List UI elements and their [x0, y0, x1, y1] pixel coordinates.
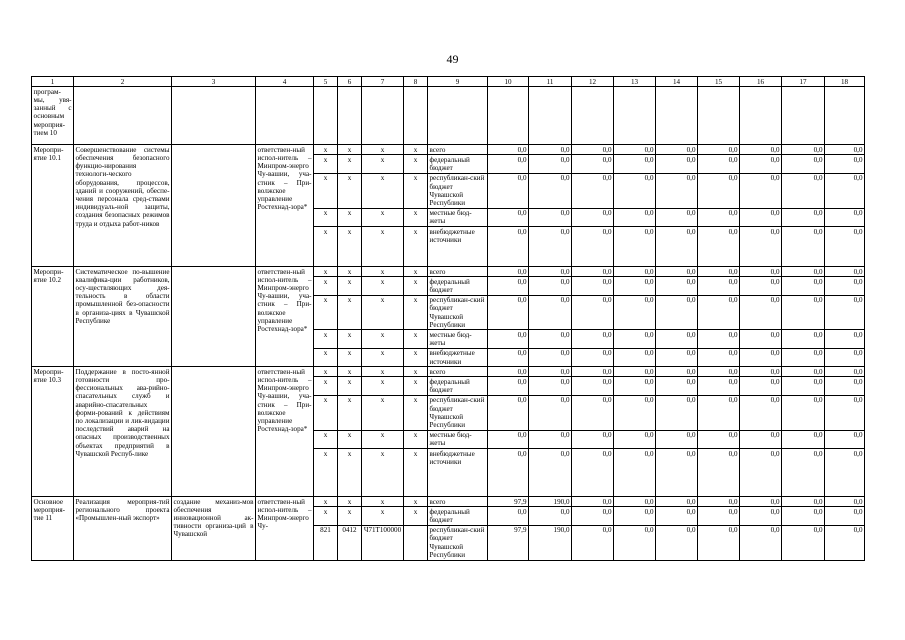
- table-cell: 0,0: [740, 267, 782, 277]
- table-cell: 0,0: [656, 227, 698, 267]
- table-cell: 0,0: [656, 145, 698, 155]
- table-cell: 0,0: [572, 267, 614, 277]
- table-cell: x: [404, 295, 428, 330]
- table-cell: 0,0: [740, 227, 782, 267]
- measure-label: Меропри-ятие 10.3: [32, 367, 74, 497]
- table-cell: x: [362, 449, 404, 497]
- table-row: [32, 497, 865, 507]
- table-cell: 0,0: [572, 208, 614, 226]
- table-cell: 0,0: [740, 173, 782, 208]
- table-cell: 0,0: [614, 267, 656, 277]
- table-cell: 97,9: [488, 525, 529, 560]
- table-cell: 0,0: [698, 377, 740, 395]
- table-cell: 0,0: [825, 155, 865, 173]
- table-cell: x: [362, 155, 404, 173]
- program-table: [31, 76, 865, 561]
- table-cell: 0,0: [656, 277, 698, 295]
- measure-label: Меропри-ятие 10.1: [32, 145, 74, 267]
- table-cell: 0,0: [825, 449, 865, 497]
- table-cell: x: [314, 208, 338, 226]
- table-cell: 0,0: [740, 145, 782, 155]
- table-cell: 0,0: [614, 295, 656, 330]
- table-cell: 97,9: [488, 497, 529, 507]
- table-cell: x: [362, 145, 404, 155]
- table-cell: 0,0: [698, 145, 740, 155]
- table-cell: x: [338, 449, 362, 497]
- table-cell: x: [362, 507, 404, 525]
- table-cell: 0,0: [529, 208, 572, 226]
- table-cell: 0,0: [782, 395, 825, 430]
- table-cell: 0,0: [782, 525, 825, 560]
- table-cell: 0,0: [825, 295, 865, 330]
- table-cell: 0,0: [740, 449, 782, 497]
- table-cell: 0,0: [656, 497, 698, 507]
- table-cell: x: [338, 367, 362, 377]
- table-cell: x: [362, 367, 404, 377]
- table-cell: 0,0: [825, 525, 865, 560]
- table-cell: x: [314, 267, 338, 277]
- table-cell: x: [338, 267, 362, 277]
- csr-code: Ч71Т100000: [362, 525, 404, 560]
- table-cell: x: [362, 348, 404, 366]
- table-cell: 0,0: [488, 173, 529, 208]
- table-cell: 0,0: [488, 395, 529, 430]
- table-cell: 0,0: [488, 449, 529, 497]
- table-cell: x: [362, 430, 404, 448]
- table-cell: 0,0: [488, 430, 529, 448]
- table-cell: 0,0: [572, 395, 614, 430]
- table-cell: 0,0: [782, 145, 825, 155]
- table-cell: x: [314, 277, 338, 295]
- table-cell: 0,0: [572, 145, 614, 155]
- table-cell: x: [404, 330, 428, 348]
- measure-goal: [172, 145, 256, 267]
- table-cell: x: [362, 208, 404, 226]
- table-cell: x: [362, 227, 404, 267]
- table-cell: 0,0: [656, 155, 698, 173]
- table-cell: 0,0: [782, 155, 825, 173]
- table-cell: 0,0: [529, 430, 572, 448]
- table-cell: x: [338, 330, 362, 348]
- table-cell: 0,0: [614, 330, 656, 348]
- grbs-code: 821: [314, 525, 338, 560]
- table-cell: x: [404, 267, 428, 277]
- funding-source: всего: [428, 367, 488, 377]
- funding-source: республикан-ский бюджет Чувашской Республики: [428, 295, 488, 330]
- table-cell: 0,0: [529, 173, 572, 208]
- table-cell: 0,0: [656, 295, 698, 330]
- col-header: 6: [338, 77, 362, 87]
- table-cell: 0,0: [488, 348, 529, 366]
- table-cell: x: [362, 395, 404, 430]
- table-cell: 0,0: [572, 430, 614, 448]
- table-cell: 0,0: [572, 507, 614, 525]
- table-cell: 0,0: [614, 277, 656, 295]
- table-cell: 0,0: [825, 497, 865, 507]
- table-cell: x: [404, 507, 428, 525]
- table-cell: 0,0: [529, 330, 572, 348]
- table-cell: 0,0: [740, 507, 782, 525]
- table-cell: 0,0: [572, 449, 614, 497]
- table-cell: 0,0: [572, 497, 614, 507]
- col-header: 7: [362, 77, 404, 87]
- col-header: 5: [314, 77, 338, 87]
- table-cell: 0,0: [614, 395, 656, 430]
- page-number: 49: [446, 52, 459, 66]
- table-cell: 0,0: [698, 173, 740, 208]
- table-cell: 0,0: [698, 277, 740, 295]
- table-cell: 0,0: [572, 367, 614, 377]
- table-cell: 0,0: [825, 507, 865, 525]
- table-cell: x: [404, 155, 428, 173]
- table-cell: x: [314, 173, 338, 208]
- table-cell: x: [314, 295, 338, 330]
- table-cell: x: [338, 430, 362, 448]
- table-cell: 0,0: [740, 155, 782, 173]
- col-header: 4: [256, 77, 314, 87]
- table-cell: 0,0: [656, 449, 698, 497]
- measure-description: Поддержание в посто-янной готовности про-фессиональных ава-рийно-спасательных служб и аварийно-спасательных форми-рований к действиям по локализации и лик-видации последствий аварий на опасных производственных объектах предприятий в Чувашской Респуб-лике: [74, 367, 172, 497]
- table-cell: x: [314, 330, 338, 348]
- funding-source: всего: [428, 497, 488, 507]
- table-cell: 0,0: [614, 173, 656, 208]
- funding-source: федеральный бюджет: [428, 277, 488, 295]
- table-cell: 0,0: [572, 155, 614, 173]
- continuation-row: [32, 87, 865, 145]
- col-header: 11: [529, 77, 572, 87]
- table-cell: 0,0: [782, 367, 825, 377]
- table-cell: 0,0: [572, 525, 614, 560]
- table-cell: x: [314, 155, 338, 173]
- table-cell: 0,0: [529, 277, 572, 295]
- table-cell: 0,0: [488, 295, 529, 330]
- table-cell: x: [314, 367, 338, 377]
- table-cell: 0,0: [488, 367, 529, 377]
- table-cell: 0,0: [529, 348, 572, 366]
- table-cell: 0,0: [488, 330, 529, 348]
- measure-description: Реализация мероприя-тий регионального проекта «Промышлен-ный экспорт»: [74, 497, 172, 560]
- table-cell: 0,0: [656, 348, 698, 366]
- table-cell: x: [362, 295, 404, 330]
- table-cell: 0,0: [698, 295, 740, 330]
- table-cell: 0,0: [656, 507, 698, 525]
- table-cell: x: [338, 145, 362, 155]
- table-cell: x: [404, 208, 428, 226]
- table-cell: x: [314, 497, 338, 507]
- table-cell: 0,0: [740, 348, 782, 366]
- table-cell: x: [338, 497, 362, 507]
- table-cell: x: [338, 507, 362, 525]
- table-cell: 0,0: [614, 377, 656, 395]
- table-cell: 0,0: [698, 395, 740, 430]
- table-cell: 0,0: [614, 497, 656, 507]
- funding-source: всего: [428, 145, 488, 155]
- table-cell: 0,0: [825, 367, 865, 377]
- table-cell: x: [404, 173, 428, 208]
- table-cell: 0,0: [656, 395, 698, 430]
- table-cell: x: [338, 348, 362, 366]
- table-cell: 0,0: [740, 430, 782, 448]
- table-cell: 0,0: [782, 208, 825, 226]
- table-cell: 0,0: [529, 155, 572, 173]
- table-cell: 0,0: [614, 430, 656, 448]
- table-cell: x: [404, 277, 428, 295]
- table-cell: 0,0: [656, 525, 698, 560]
- table-cell: x: [338, 173, 362, 208]
- table-cell: 0,0: [698, 267, 740, 277]
- table-cell: 0,0: [656, 173, 698, 208]
- col-header: 2: [74, 77, 172, 87]
- funding-source: федеральный бюджет: [428, 377, 488, 395]
- measure-description: Совершенствование системы обеспечения безопасного функцио-нирования технологи-ческого оборудования, процессов, зданий и сооружений, обеспе-чения персонала сред-ствами индивидуаль-ной защиты, создания безопасных режимов труда и отдыха работ-ников: [74, 145, 172, 267]
- col-header: 16: [740, 77, 782, 87]
- table-cell: 0,0: [488, 377, 529, 395]
- table-cell: x: [314, 377, 338, 395]
- table-cell: 0,0: [614, 227, 656, 267]
- measure-label: Основное мероприя-тие 11: [32, 497, 74, 560]
- table-cell: 0,0: [488, 277, 529, 295]
- table-cell: 0,0: [529, 377, 572, 395]
- table-cell: 0,0: [825, 145, 865, 155]
- funding-source: республикан-ский бюджет Чувашской Республики: [428, 395, 488, 430]
- table-cell: 0,0: [698, 367, 740, 377]
- table-cell: 0,0: [614, 145, 656, 155]
- table-cell: 0,0: [782, 449, 825, 497]
- column-number-row: [32, 77, 865, 87]
- table-cell: 0,0: [825, 430, 865, 448]
- measure-responsible: ответствен-ный испол-нитель – Минпром-энерго Чу-вашии, уча-стник – При-волжское управление Ростехнад-зора*: [256, 145, 314, 267]
- measure-responsible: ответствен-ный испол-нитель – Минпром-энерго Чу-: [256, 497, 314, 560]
- table-cell: 0,0: [529, 227, 572, 267]
- table-cell: 0,0: [656, 377, 698, 395]
- table-cell: 0,0: [614, 449, 656, 497]
- table-cell: x: [362, 330, 404, 348]
- table-cell: x: [404, 227, 428, 267]
- col-header: 12: [572, 77, 614, 87]
- col-header: 18: [825, 77, 865, 87]
- measure-label: Меропри-ятие 10.2: [32, 267, 74, 367]
- table-cell: x: [404, 449, 428, 497]
- funding-source: внебюджетные источники: [428, 348, 488, 366]
- table-cell: x: [404, 348, 428, 366]
- table-cell: 0,0: [698, 227, 740, 267]
- table-cell: 0,0: [572, 277, 614, 295]
- table-cell: 0,0: [825, 208, 865, 226]
- table-cell: 0,0: [825, 267, 865, 277]
- table-cell: 0,0: [825, 330, 865, 348]
- table-cell: 0,0: [614, 155, 656, 173]
- col-header: 10: [488, 77, 529, 87]
- table-cell: 0,0: [740, 367, 782, 377]
- table-cell: x: [338, 377, 362, 395]
- table-cell: x: [314, 227, 338, 267]
- table-row: [32, 367, 865, 377]
- funding-source: внебюджетные источники: [428, 227, 488, 267]
- funding-source: федеральный бюджет: [428, 507, 488, 525]
- col-header: 14: [656, 77, 698, 87]
- table-cell: x: [314, 145, 338, 155]
- table-cell: 0,0: [782, 295, 825, 330]
- measure-responsible: ответствен-ный испол-нитель – Минпром-энерго Чу-вашии, уча-стник – При-волжское управление Ростехнад-зора*: [256, 267, 314, 367]
- table-cell: 0,0: [614, 208, 656, 226]
- measure-description: Систематическое по-вышение квалифика-ции работников, осу-ществляющих дея-тельность в области промышленной без-опасности в организа-циях в Чувашской Республике: [74, 267, 172, 367]
- funding-source: республикан-ский бюджет Чувашской Республики: [428, 525, 488, 560]
- table-cell: 0,0: [529, 395, 572, 430]
- table-cell: 0,0: [656, 267, 698, 277]
- table-cell: 0,0: [825, 395, 865, 430]
- table-cell: 0,0: [782, 227, 825, 267]
- table-cell: 0,0: [825, 377, 865, 395]
- table-cell: 0,0: [488, 145, 529, 155]
- table-cell: x: [338, 295, 362, 330]
- table-cell: x: [338, 208, 362, 226]
- table-cell: 0,0: [782, 377, 825, 395]
- table-cell: 190,0: [529, 525, 572, 560]
- funding-source: республикан-ский бюджет Чувашской Республики: [428, 173, 488, 208]
- table-cell: x: [362, 173, 404, 208]
- table-cell: 0,0: [572, 295, 614, 330]
- table-cell: 0,0: [614, 525, 656, 560]
- col-header: 3: [172, 77, 256, 87]
- table-cell: 0,0: [740, 208, 782, 226]
- table-cell: x: [338, 395, 362, 430]
- table-cell: 0,0: [656, 208, 698, 226]
- table-cell: 0,0: [529, 367, 572, 377]
- measure-responsible: ответствен-ный испол-нитель – Минпром-энерго Чу-вашии, уча-стник – При-волжское управление Ростехнад-зора*: [256, 367, 314, 497]
- table-cell: 0,0: [782, 348, 825, 366]
- table-cell: 0,0: [529, 295, 572, 330]
- table-cell: 0,0: [656, 330, 698, 348]
- table-cell: 0,0: [698, 449, 740, 497]
- funding-source: местные бюд-жеты: [428, 208, 488, 226]
- col-header: 13: [614, 77, 656, 87]
- table-cell: 0,0: [529, 507, 572, 525]
- table-cell: x: [404, 377, 428, 395]
- table-cell: 0,0: [656, 430, 698, 448]
- table-cell: 0,0: [488, 267, 529, 277]
- funding-source: местные бюд-жеты: [428, 330, 488, 348]
- table-cell: 0,0: [488, 155, 529, 173]
- table-cell: 0,0: [614, 348, 656, 366]
- col-header: 1: [32, 77, 74, 87]
- table-cell: 0,0: [488, 507, 529, 525]
- measure-goal: [172, 367, 256, 497]
- table-cell: 0,0: [529, 449, 572, 497]
- table-cell: x: [404, 497, 428, 507]
- col-header: 15: [698, 77, 740, 87]
- table-row: [32, 145, 865, 155]
- table-cell: 0,0: [740, 525, 782, 560]
- table-cell: 0,0: [698, 430, 740, 448]
- table-cell: 0,0: [740, 277, 782, 295]
- col-header: 17: [782, 77, 825, 87]
- table-cell: x: [404, 430, 428, 448]
- table-cell: 0,0: [740, 330, 782, 348]
- table-cell: 0,0: [572, 348, 614, 366]
- table-cell: 0,0: [698, 497, 740, 507]
- table-cell: 190,0: [529, 497, 572, 507]
- table-cell: 0,0: [698, 348, 740, 366]
- table-cell: x: [404, 145, 428, 155]
- table-cell: 0,0: [782, 277, 825, 295]
- table-cell: 0,0: [740, 377, 782, 395]
- table-cell: 0,0: [825, 277, 865, 295]
- table-cell: x: [314, 395, 338, 430]
- table-cell: x: [362, 277, 404, 295]
- table-cell: 0,0: [782, 507, 825, 525]
- table-cell: 0,0: [782, 173, 825, 208]
- table-cell: 0,0: [529, 267, 572, 277]
- table-cell: x: [338, 155, 362, 173]
- table-cell: 0,0: [782, 330, 825, 348]
- funding-source: федеральный бюджет: [428, 155, 488, 173]
- table-cell: x: [404, 395, 428, 430]
- table-cell: 0,0: [572, 173, 614, 208]
- table-cell: 0,0: [698, 525, 740, 560]
- col-header: 8: [404, 77, 428, 87]
- col-header: 9: [428, 77, 488, 87]
- table-cell: 0,0: [572, 227, 614, 267]
- table-cell: 0,0: [614, 507, 656, 525]
- table-cell: 0,0: [614, 367, 656, 377]
- table-cell: 0,0: [825, 173, 865, 208]
- table-cell: 0,0: [825, 348, 865, 366]
- table-cell: 0,0: [740, 395, 782, 430]
- measure-goal: [172, 267, 256, 367]
- continuation-label: програм-мы, увя-занный с основным мероприя-тием 10: [32, 87, 74, 145]
- table-cell: 0,0: [698, 208, 740, 226]
- table-cell: x: [338, 227, 362, 267]
- table-cell: 0,0: [488, 227, 529, 267]
- table-cell: 0,0: [782, 497, 825, 507]
- table-cell: 0,0: [782, 267, 825, 277]
- table-row: [32, 267, 865, 277]
- table-cell: 0,0: [572, 330, 614, 348]
- table-cell: 0,0: [698, 155, 740, 173]
- table-cell: x: [314, 449, 338, 497]
- table-cell: 0,0: [825, 227, 865, 267]
- table-cell: x: [362, 267, 404, 277]
- table-cell: 0,0: [782, 430, 825, 448]
- table-cell: 0,0: [740, 497, 782, 507]
- table-cell: 0,0: [572, 377, 614, 395]
- table-cell: 0,0: [698, 330, 740, 348]
- table-cell: 0,0: [740, 295, 782, 330]
- table-cell: x: [314, 430, 338, 448]
- table-cell: 0,0: [698, 507, 740, 525]
- table-cell: 0,0: [529, 145, 572, 155]
- table-cell: x: [362, 497, 404, 507]
- funding-source: внебюджетные источники: [428, 449, 488, 497]
- table-cell: x: [314, 507, 338, 525]
- funding-source: местные бюд-жеты: [428, 430, 488, 448]
- funding-source: всего: [428, 267, 488, 277]
- rzpr-code: 0412: [338, 525, 362, 560]
- table-cell: x: [404, 367, 428, 377]
- table-cell: 0,0: [656, 367, 698, 377]
- measure-goal: создание механиз-мов обеспечения инновационной ак-тивности организа-ций в Чувашской: [172, 497, 256, 560]
- table-cell: x: [338, 277, 362, 295]
- table-cell: x: [362, 377, 404, 395]
- table-cell: 0,0: [488, 208, 529, 226]
- table-cell: x: [314, 348, 338, 366]
